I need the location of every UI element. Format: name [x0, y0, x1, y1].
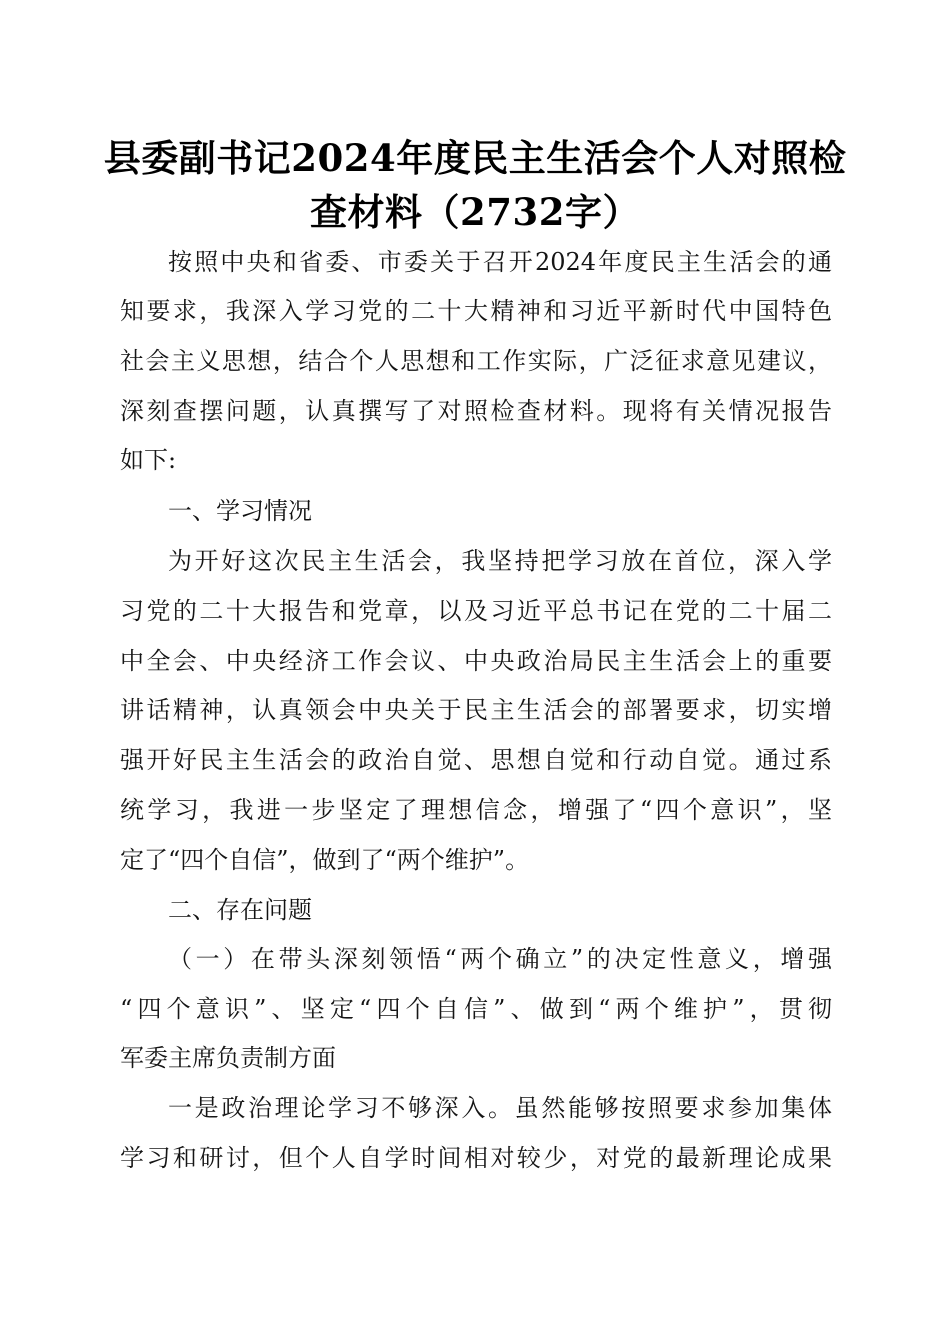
section1-line: 为开好这次民主生活会，我坚持把学习放在首位，深入学 [168, 547, 832, 575]
intro-line: 深刻查摆问题，认真撰写了对照检查材料。现将有关情况报告 [120, 397, 832, 425]
document-title-line-2: 查材料（2732字） [310, 190, 640, 234]
section1-line: 习党的二十大报告和党章，以及习近平总书记在党的二十届二 [120, 597, 832, 625]
subsection-heading-line: “四个意识”、坚定“四个自信”、做到“两个维护”，贯彻 [120, 995, 832, 1023]
section2-body-line: 一是政治理论学习不够深入。虽然能够按照要求参加集体 [168, 1094, 832, 1122]
section-heading-study: 一、学习情况 [168, 497, 312, 525]
section-heading-problems: 二、存在问题 [168, 896, 312, 924]
intro-line: 按照中央和省委、市委关于召开2024年度民主生活会的通 [168, 248, 832, 276]
subsection-heading-line: （一）在带头深刻领悟“两个确立”的决定性意义，增强 [168, 945, 832, 973]
subsection-heading-line: 军委主席负责制方面 [120, 1044, 336, 1072]
intro-line: 社会主义思想，结合个人思想和工作实际，广泛征求意见建议， [120, 347, 832, 375]
section1-line: 讲话精神，认真领会中央关于民主生活会的部署要求，切实增 [120, 696, 832, 724]
section1-line: 统学习，我进一步坚定了理想信念，增强了“四个意识”，坚 [120, 796, 832, 824]
document-title-line-1: 县委副书记2024年度民主生活会个人对照检 [103, 136, 847, 180]
section1-line: 定了“四个自信”，做到了“两个维护”。 [120, 846, 530, 874]
intro-line: 如下: [120, 446, 177, 474]
section1-line: 强开好民主生活会的政治自觉、思想自觉和行动自觉。通过系 [120, 746, 832, 774]
section1-line: 中全会、中央经济工作会议、中央政治局民主生活会上的重要 [120, 647, 832, 675]
section2-body-line: 学习和研讨，但个人自学时间相对较少，对党的最新理论成果 [120, 1144, 832, 1172]
intro-line: 知要求，我深入学习党的二十大精神和习近平新时代中国特色 [120, 297, 832, 325]
